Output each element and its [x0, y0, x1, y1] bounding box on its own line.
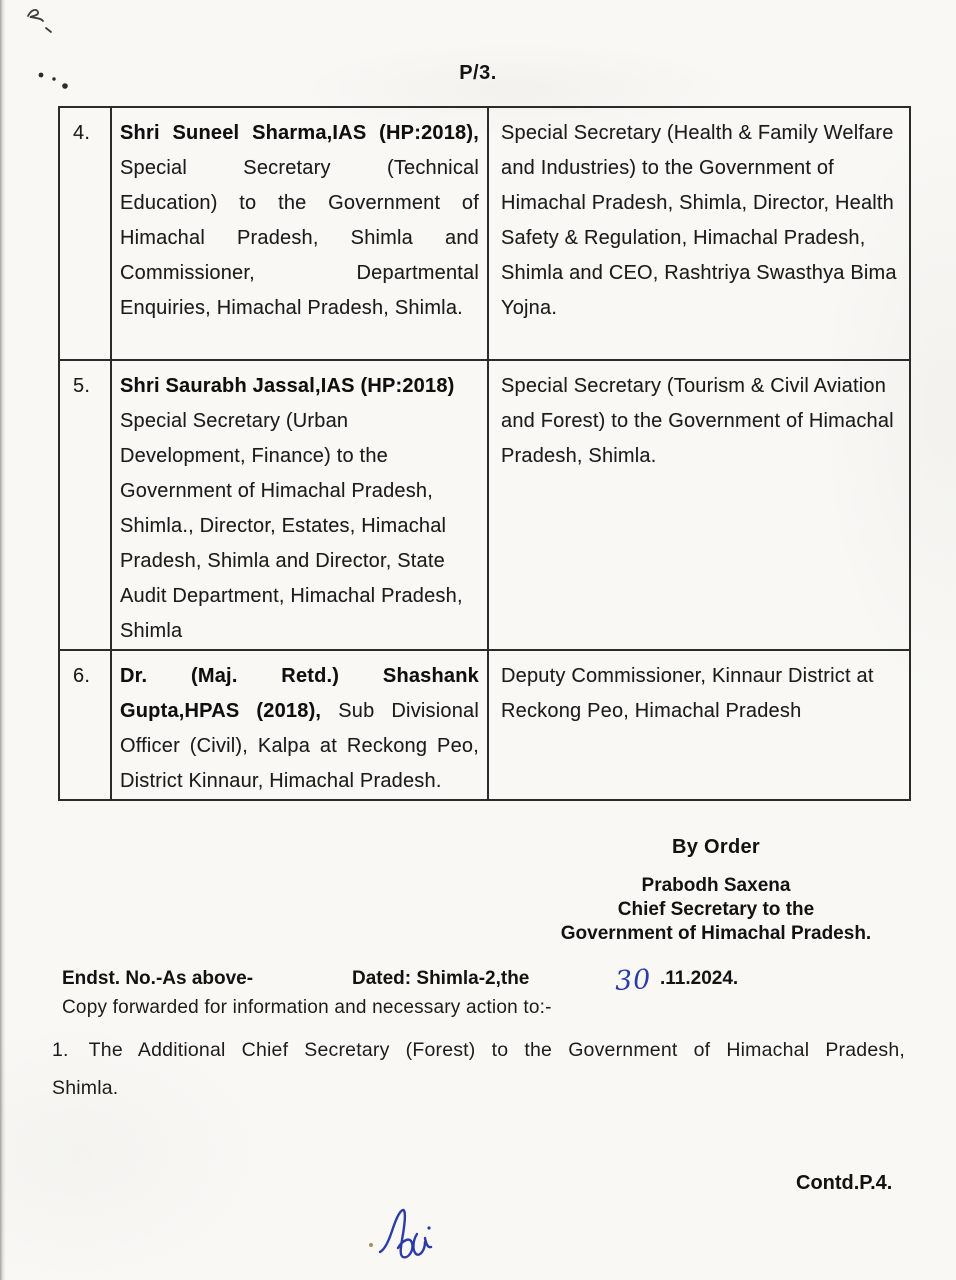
by-order-label: By Order: [672, 836, 760, 858]
signatory-title-line1: Chief Secretary to the: [617, 899, 815, 920]
forward-list-item: [52, 1031, 905, 1107]
officer-cell: [112, 108, 489, 361]
officer-designation: Sub Divisional Officer (Civil), Kalpa at Reckong Peo, District Kinnaur, Himachal Pradesh.: [120, 700, 479, 792]
scan-edge-artifact: [0, 0, 6, 1280]
list-item-text: The Additional Chief Secretary (Forest) to the Government of Himachal Pradesh, Shimla.: [52, 1039, 905, 1099]
handwritten-date-day: 30: [614, 964, 653, 997]
dated-label: Dated: Shimla-2,the: [352, 968, 530, 989]
posting-cell: Special Secretary (Tourism & Civil Aviation and Forest) to the Government of Himachal Pradesh, Shimla.: [489, 361, 909, 651]
serial-cell: 5.: [60, 361, 112, 651]
serial-cell: 4.: [60, 108, 112, 361]
transfer-table: [58, 106, 911, 801]
page-number-header: P/3.: [459, 62, 497, 84]
list-item-number: 1.: [52, 1039, 69, 1061]
officer-cell: [112, 361, 489, 651]
signature-scribble-icon: [362, 1198, 448, 1276]
endst-number-label: Endst. No.-As above-: [62, 968, 254, 989]
posting-cell: Special Secretary (Health & Family Welfare and Industries) to the Government of Himachal Pradesh, Shimla, Director, Health Safety & Regulation, Himachal Pradesh, Shimla and CEO, Rashtriya Swasthya Bima Yojna.: [489, 108, 909, 361]
officer-name: Shri Saurabh Jassal,IAS (HP:2018): [120, 375, 455, 397]
officer-designation: Special Secretary (Technical Education) to the Government of Himachal Pradesh, Shimla and Commissioner, Departmental Enquiries, Himachal Pradesh, Shimla.: [120, 157, 479, 319]
officer-name: Shri Suneel Sharma,IAS (HP:2018),: [120, 122, 479, 144]
posting-cell: Deputy Commissioner, Kinnaur District at Reckong Peo, Himachal Pradesh: [501, 665, 874, 722]
officer-name: Dr. (Maj. Retd.) Shashank Gupta,HPAS (2018),: [120, 665, 479, 722]
signature-block: [506, 836, 926, 946]
signatory-name: Prabodh Saxena: [641, 875, 791, 896]
date-month-year: .11.2024.: [660, 968, 739, 989]
serial-cell: 6.: [60, 651, 112, 799]
officer-designation: Special Secretary (Urban Development, Finance) to the Government of Himachal Pradesh, Shimla., Director, Estates, Himachal Pradesh, Shimla and Director, State Audit Department, Himachal Pradesh, Shimla: [120, 410, 463, 642]
continued-footer: Contd.P.4.: [796, 1172, 893, 1194]
officer-cell: [112, 651, 489, 799]
signatory-title-line2: Government of Himachal Pradesh.: [560, 923, 872, 944]
copy-forwarded-line: Copy forwarded for information and necessary action to:-: [62, 997, 552, 1018]
